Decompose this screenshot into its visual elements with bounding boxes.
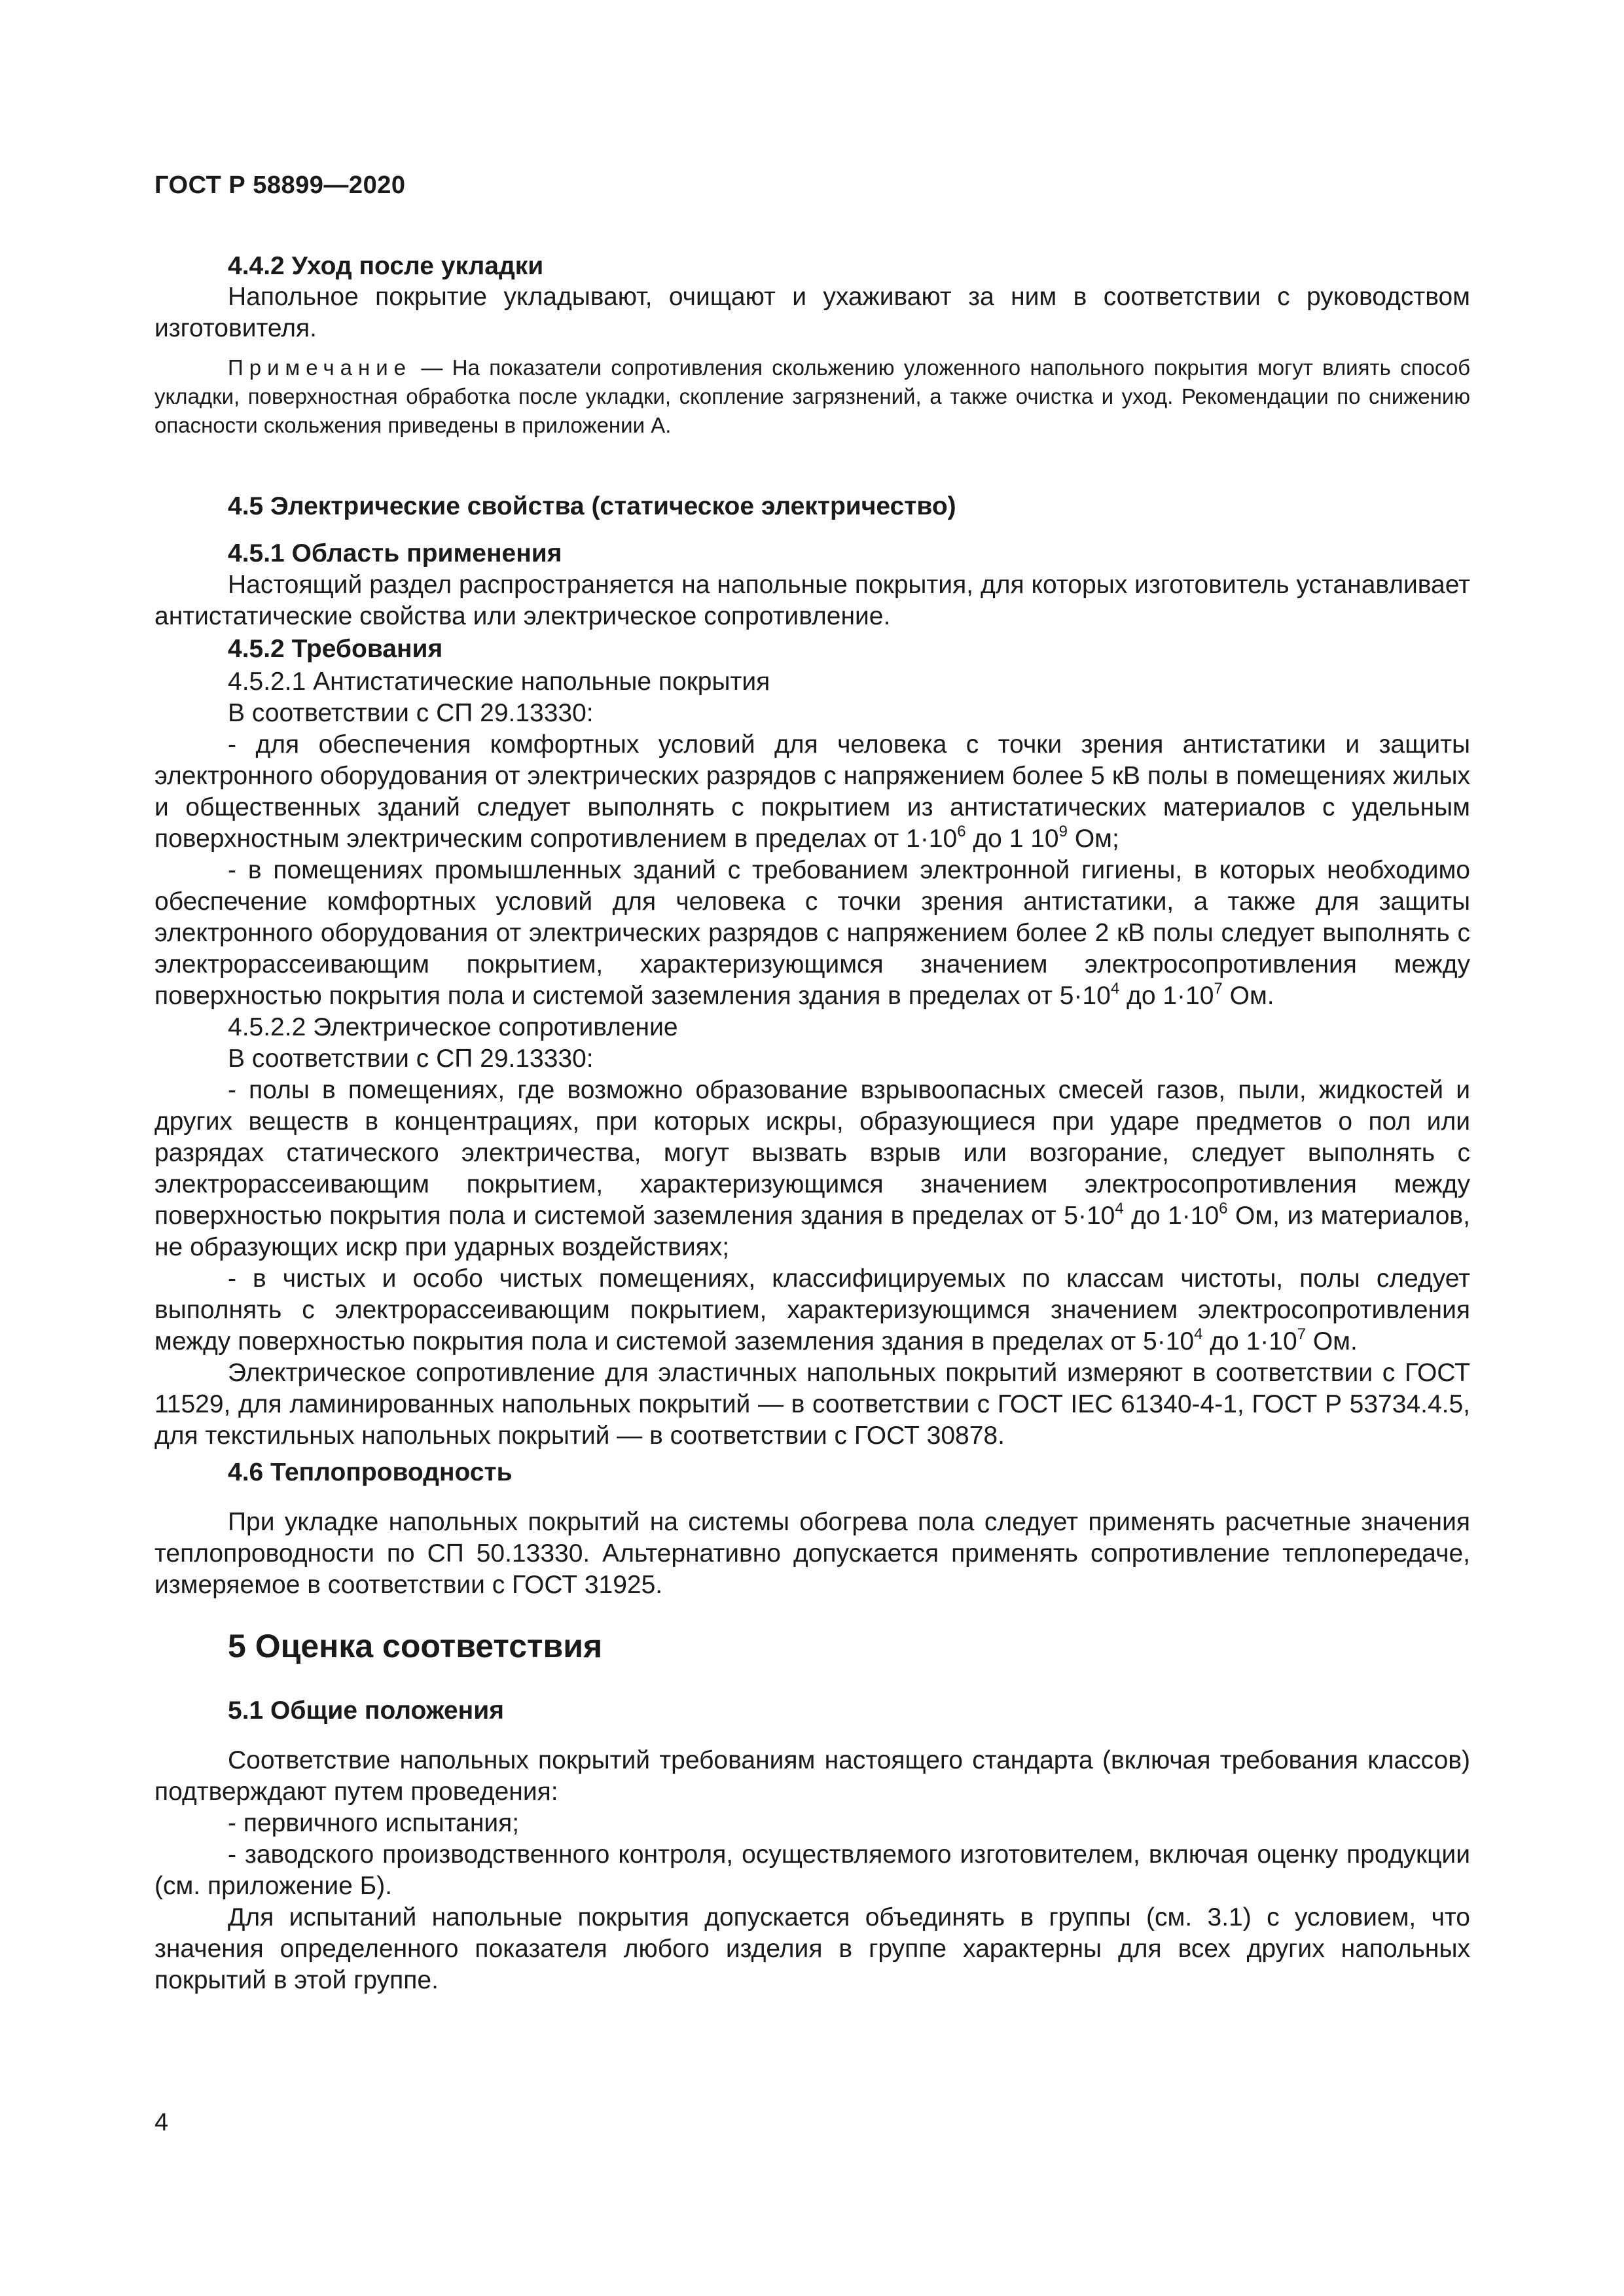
exponent: 9 [1058,823,1068,840]
bullet-text: - в чистых и особо чистых помещениях, классифицируемых по классам чистоты, полы следует выполнять с электрорассеивающим покрытием, характеризующимся значением электросопротивления между поверхностью покрытия пола и системой заземления здания в пределах от 5·10 [154,1265,1470,1355]
section-5-1-item-1: - первичного испытания; [228,1809,520,1837]
bullet-text: до 1 10 [965,825,1059,853]
bullet-text: до 1·10 [1119,982,1214,1010]
section-4-6-title: 4.6 Теплопроводность [228,1458,513,1486]
section-5-1-title: 5.1 Общие положения [228,1696,504,1725]
exponent: 4 [1115,1200,1124,1217]
exponent: 4 [1110,980,1120,997]
exponent: 7 [1297,1325,1307,1343]
exponent: 6 [1219,1200,1228,1217]
note-text: — На показатели сопротивления скольжению уложенного напольного покрытия могут влиять способ укладки, поверхностная обработка после укладки, скопление загрязнений, а также очистка и уход. Рекомендации по снижению опасности скольжения приведены в приложении А. [154,355,1470,437]
section-4-5-2-1-reference: В соответствии с СП 29.13330: [228,699,594,727]
section-4-5-1-text: Настоящий раздел распространяется на напольные покрытия, для которых изготовитель устанавливает антистатические свойства или электрическое сопротивление. [154,571,1470,630]
exponent: 7 [1214,980,1223,997]
section-4-5-1-title: 4.5.1 Область применения [228,539,562,567]
section-4-5-2-title: 4.5.2 Требования [228,635,443,663]
section-4-4-2-text: Напольное покрытие укладывают, очищают и ухаживают за ним в соответствии с руководством изготовителя. [154,283,1470,342]
bullet-text: до 1·10 [1123,1202,1219,1230]
section-5-1-item-2: - заводского производственного контроля, осуществляемого изготовителем, включая оценку продукции (см. приложение Б). [154,1840,1470,1900]
resistance-measurement-text: Электрическое сопротивление для эластичных напольных покрытий измеряют в соответствии с ГОСТ 11529, для ламинированных напольных покрытий — в соответствии с ГОСТ IEC 61340-4-1, ГОСТ Р 53734.4.5, для текстильных напольных покрытий — в соответствии с ГОСТ 30878. [154,1359,1470,1450]
section-4-4-2-title: 4.4.2 Уход после укладки [228,252,544,280]
section-4-5-2-2-reference: В соответствии с СП 29.13330: [228,1045,594,1073]
bullet-text: Ом; [1067,825,1119,853]
section-5-1-text-2: Для испытаний напольные покрытия допускается объединять в группы (см. 3.1) с условием, что значения определенного показателя любого изделия в группе характерны для всех других напольных покрытий в этой группе. [154,1903,1470,1994]
section-4-5-title: 4.5 Электрические свойства (статическое электричество) [228,492,956,520]
bullet-clean-rooms [154,1263,1470,1357]
section-4-6-text: При укладке напольных покрытий на системы обогрева пола следует применять расчетные значения теплопроводности по СП 50.13330. Альтернативно допускается применять сопротивление теплопередаче, измеряемое в соответствии с ГОСТ 31925. [154,1508,1470,1599]
bullet-text: - для обеспечения комфортных условий для человека с точки зрения антистатики и защиты электронного оборудования от электрических разрядов с напряжением более 5 кВ полы в помещениях жилых и общественных зданий следует выполнять с покрытием из антистатических материалов с удельным поверхностным электрическим сопротивлением в пределах от 1·10 [154,730,1470,853]
bullet-text: - полы в помещениях, где возможно образование взрывоопасных смесей газов, пыли, жидкостей и других веществ в концентрациях, при которых искры, образующиеся при ударе предметов о пол или разрядах статического электричества, могут вызвать взрыв или возгорание, следует выполнять с электрорассеивающим покрытием, характеризующимся значением электросопротивления между поверхностью покрытия пола и системой заземления здания в пределах от 5·10 [154,1076,1470,1230]
section-4-4-2-note [154,353,1470,440]
document-header-code: ГОСТ Р 58899—2020 [154,171,406,199]
section-5-title: 5 Оценка соответствия [228,1628,603,1664]
bullet-explosive-areas [154,1075,1470,1263]
bullet-text: до 1·10 [1202,1327,1297,1355]
note-label: Примечание [228,355,412,380]
bullet-text: Ом. [1306,1327,1358,1355]
section-4-5-2-2-title: 4.5.2.2 Электрическое сопротивление [228,1013,678,1041]
section-4-5-2-1-title: 4.5.2.1 Антистатические напольные покрытия [228,668,770,696]
section-5-1-text-1: Соответствие напольных покрытий требованиям настоящего стандарта (включая требования классов) подтверждают путем проведения: [154,1746,1470,1806]
exponent: 4 [1194,1325,1203,1343]
bullet-antistatic-industrial [154,855,1470,1012]
exponent: 6 [957,823,966,840]
bullet-text: Ом, из материалов, не образующих искр при ударных воздействиях; [154,1202,1470,1261]
page-number: 4 [154,2109,169,2136]
bullet-text: - в помещениях промышленных зданий с требованием электронной гигиены, в которых необходимо обеспечение комфортных условий для человека с точки зрения антистатики, а также для защиты электронного оборудования от электрических разрядов с напряжением более 2 кВ полы следует выполнять с электрорассеивающим покрытием, характеризующимся значением электросопротивления между поверхностью покрытия пола и системой заземления здания в пределах от 5·10 [154,856,1470,1010]
bullet-text: Ом. [1222,982,1274,1010]
bullet-antistatic-residential [154,729,1470,855]
